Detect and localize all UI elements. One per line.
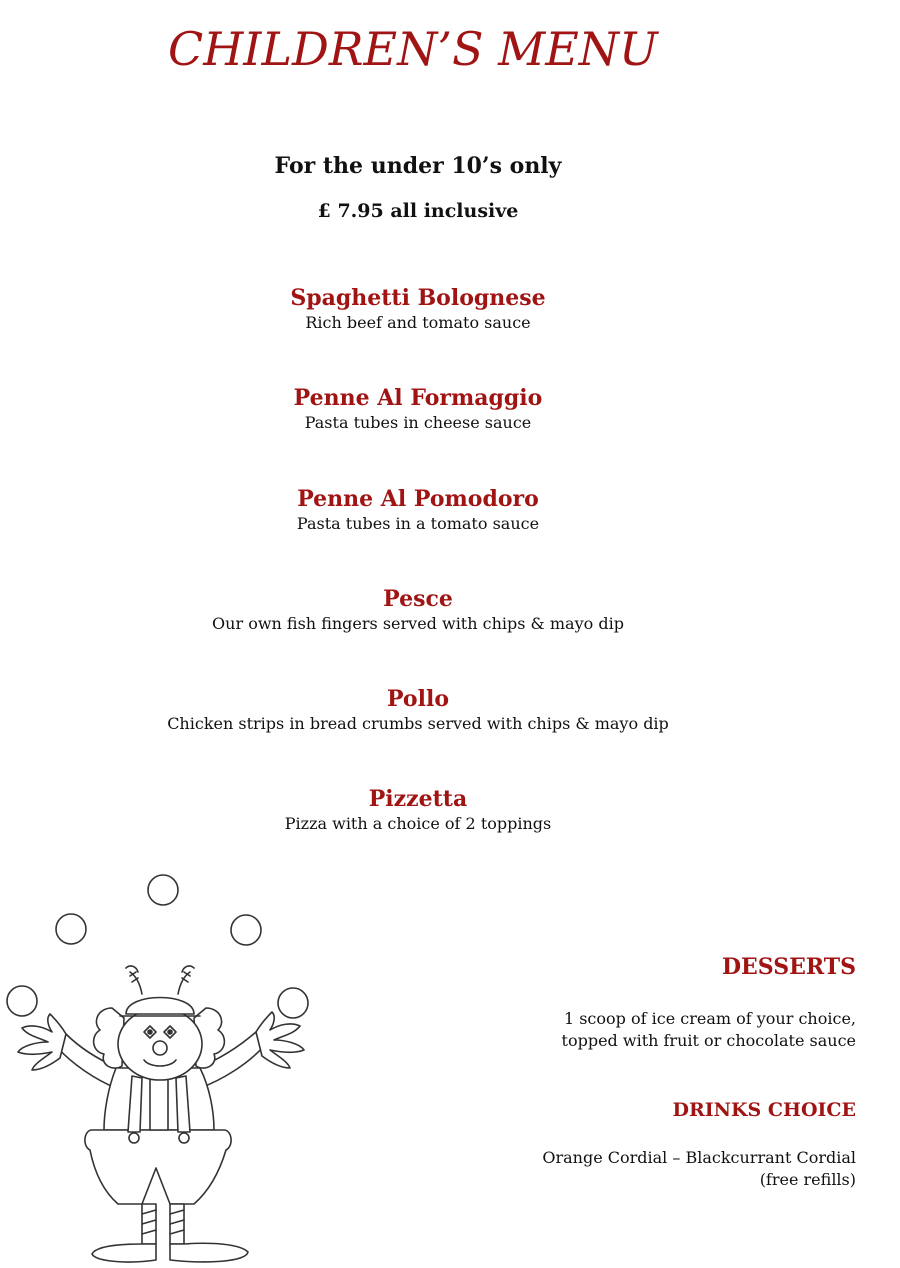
- dish-name: Penne Al Pomodoro: [297, 486, 539, 512]
- juggling-clown-icon: [0, 868, 320, 1268]
- dish-name: Spaghetti Bolognese: [290, 285, 546, 311]
- dish-description: Rich beef and tomato sauce: [305, 313, 531, 332]
- dish-description: Pasta tubes in a tomato sauce: [296, 514, 540, 533]
- dish-description: Chicken strips in bread crumbs served with chips & mayo dip: [167, 714, 669, 733]
- dish-name: Pesce: [383, 586, 453, 612]
- menu-title: CHILDREN’S MENU: [168, 22, 658, 76]
- drinks-line-2: (free refills): [759, 1170, 856, 1189]
- dish-item: [0, 785, 836, 835]
- drinks-section: [436, 1099, 856, 1191]
- dish-name: Pollo: [386, 686, 449, 712]
- desserts-line-1: 1 scoop of ice cream of your choice,: [563, 1009, 856, 1028]
- dish-name: Pizzetta: [368, 786, 468, 812]
- desserts-line-2: topped with fruit or chocolate sauce: [561, 1031, 856, 1050]
- desserts-heading: DESSERTS: [721, 954, 856, 980]
- dish-item: [0, 384, 836, 434]
- dish-description: Pizza with a choice of 2 toppings: [284, 814, 552, 833]
- dish-name: Penne Al Formaggio: [293, 385, 543, 411]
- dish-item: [0, 685, 836, 735]
- age-note: For the under 10’s only: [274, 153, 562, 179]
- price-note: £ 7.95 all inclusive: [317, 200, 519, 222]
- dish-item: [0, 485, 836, 535]
- drinks-line-1: Orange Cordial – Blackcurrant Cordial: [542, 1148, 856, 1167]
- dish-description: Our own fish fingers served with chips & mayo dip: [212, 614, 624, 633]
- dish-description: Pasta tubes in cheese sauce: [304, 413, 532, 432]
- drinks-heading: DRINKS CHOICE: [672, 1099, 856, 1121]
- desserts-section: [436, 954, 856, 1052]
- dish-item: [0, 284, 836, 334]
- dish-item: [0, 585, 836, 635]
